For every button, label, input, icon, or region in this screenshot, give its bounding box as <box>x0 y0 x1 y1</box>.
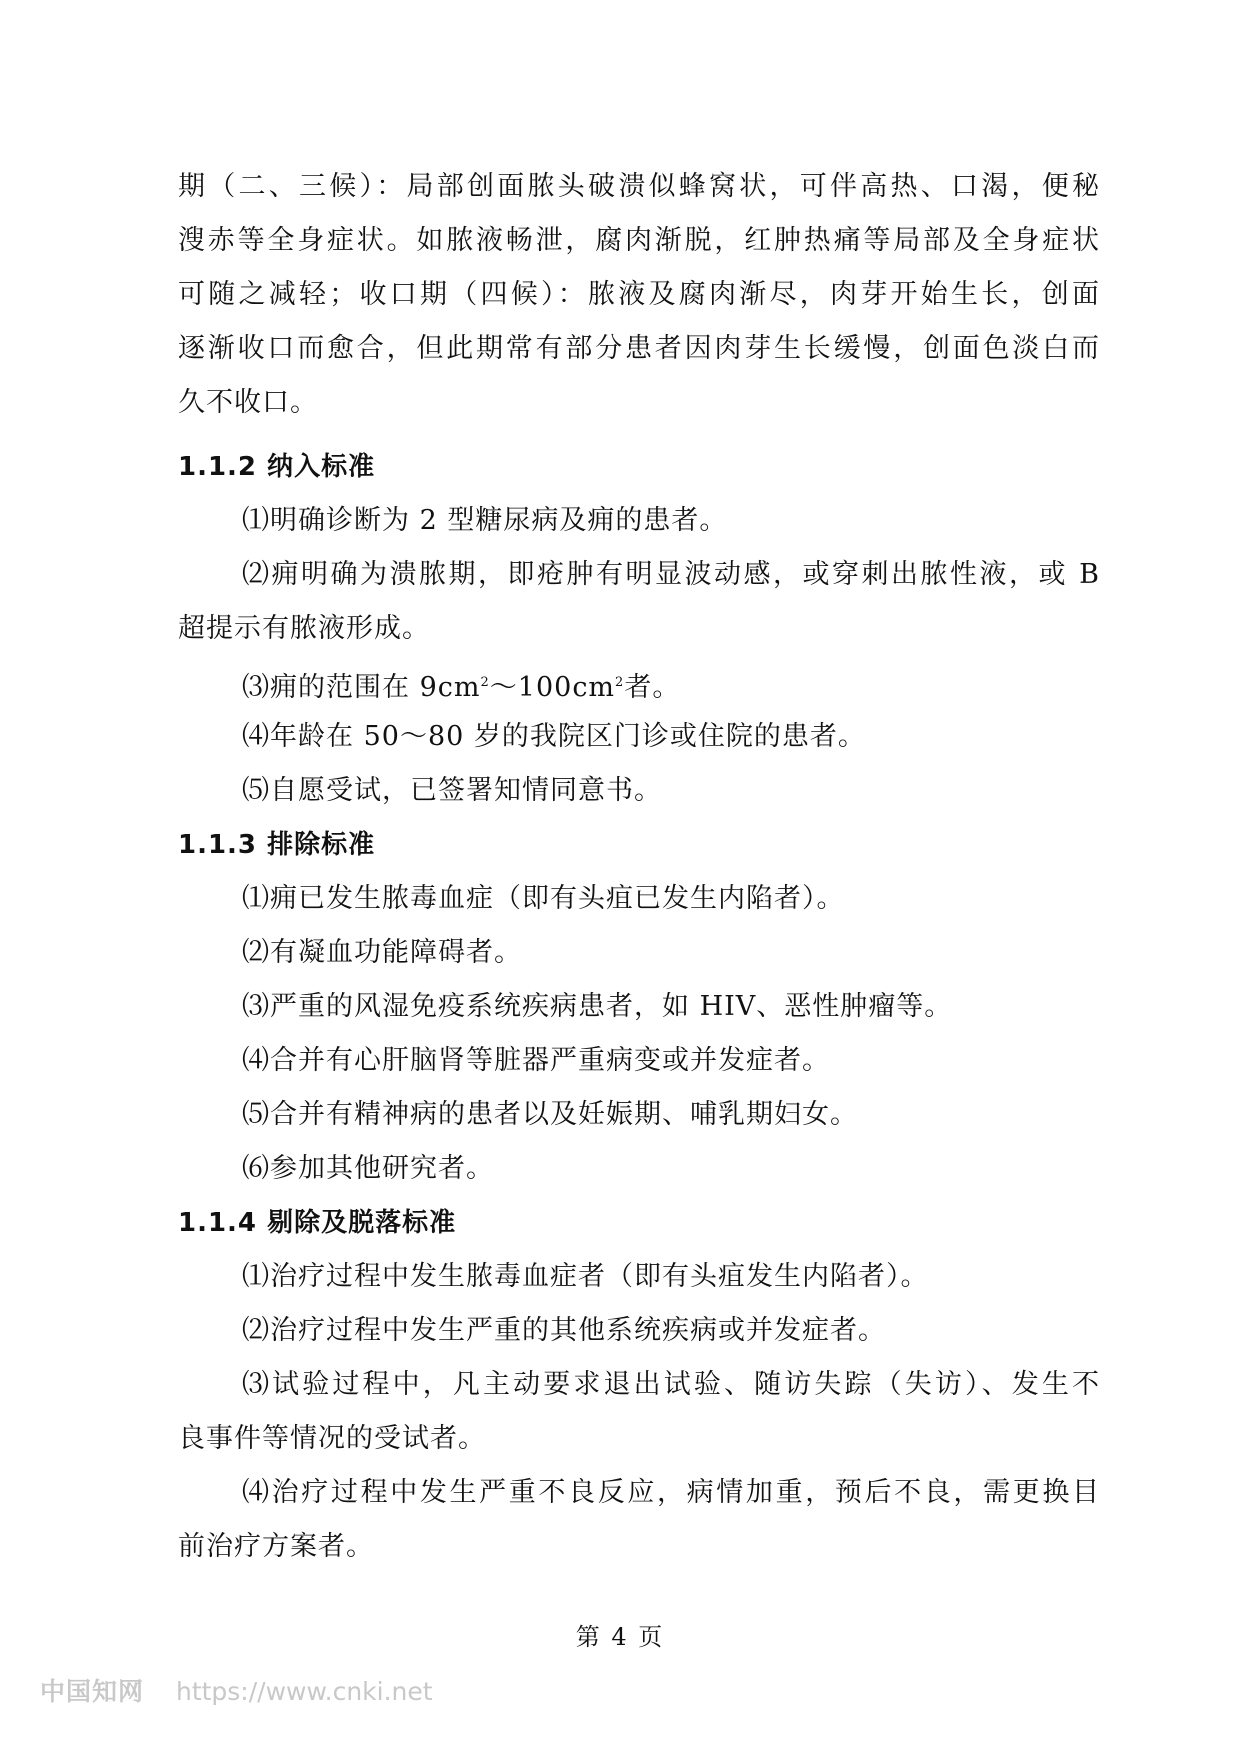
list-item: ⑹参加其他研究者。 <box>242 1153 494 1184</box>
exclusion-criteria-list <box>178 872 1100 1196</box>
list-item-text: ～100cm <box>489 672 616 703</box>
superscript: 2 <box>615 675 625 690</box>
list-item: ⑴痈已发生脓毒血症（即有头疽已发生内陷者）。 <box>242 883 845 914</box>
paragraph-continued <box>178 160 1100 430</box>
list-item: ⑷治疗过程中发生严重不良反应，病情加重，预后不良，需更换目 <box>242 1477 1100 1508</box>
list-item: ⑷合并有心肝脑肾等脏器严重病变或并发症者。 <box>242 1045 830 1076</box>
list-item: ⑸自愿受试，已签署知情同意书。 <box>242 775 662 806</box>
section-heading-dropout: 1.1.4 剔除及脱落标准 <box>178 1208 457 1238</box>
list-item: ⑴明确诊断为 2 型糖尿病及痈的患者。 <box>242 505 728 536</box>
list-item: ⑵有凝血功能障碍者。 <box>242 937 522 968</box>
list-item: ⑸合并有精神病的患者以及妊娠期、哺乳期妇女。 <box>242 1099 858 1130</box>
text-line: 期（二、三候）：局部创面脓头破溃似蜂窝状，可伴高热、口渴，便秘 <box>178 171 1100 202</box>
list-item-continued: 前治疗方案者。 <box>178 1531 374 1562</box>
page-number: 第 4 页 <box>575 1623 665 1651</box>
text-line: 久不收口。 <box>178 387 318 418</box>
list-item: ⑵痈明确为溃脓期，即疮肿有明显波动感，或穿刺出脓性液，或 B <box>242 559 1100 590</box>
section-heading-inclusion: 1.1.2 纳入标准 <box>178 452 376 482</box>
list-item: ⑶试验过程中，凡主动要求退出试验、随访失踪（失访）、发生不 <box>242 1369 1100 1400</box>
list-item-continued: 超提示有脓液形成。 <box>178 613 430 644</box>
watermark-url: https://www.cnki.net <box>175 1677 433 1706</box>
document-body <box>178 160 1100 1574</box>
dropout-criteria-list <box>178 1250 1100 1574</box>
section-heading-exclusion: 1.1.3 排除标准 <box>178 830 376 860</box>
superscript: 2 <box>480 675 490 690</box>
watermark-brand: 中国知网 <box>40 1677 145 1706</box>
cnki-watermark <box>40 1672 433 1708</box>
text-line: 溲赤等全身症状。如脓液畅泄，腐肉渐脱，红肿热痛等局部及全身症状 <box>178 225 1100 256</box>
list-item-text: 者。 <box>624 672 681 703</box>
text-line: 逐渐收口而愈合，但此期常有部分患者因肉芽生长缓慢，创面色淡白而 <box>178 333 1100 364</box>
list-item <box>178 656 1100 710</box>
inclusion-criteria-list <box>178 494 1100 818</box>
list-item: ⑵治疗过程中发生严重的其他系统疾病或并发症者。 <box>242 1315 886 1346</box>
list-item-continued: 良事件等情况的受试者。 <box>178 1423 486 1454</box>
text-line: 可随之减轻；收口期（四候）：脓液及腐肉渐尽，肉芽开始生长，创面 <box>178 279 1100 310</box>
list-item: ⑶严重的风湿免疫系统疾病患者，如 HIV、恶性肿瘤等。 <box>242 991 953 1022</box>
list-item: ⑴治疗过程中发生脓毒血症者（即有头疽发生内陷者）。 <box>242 1261 929 1292</box>
list-item: ⑷年龄在 50～80 岁的我院区门诊或住院的患者。 <box>242 721 866 752</box>
list-item-text: ⑶痈的范围在 9cm <box>242 672 481 703</box>
